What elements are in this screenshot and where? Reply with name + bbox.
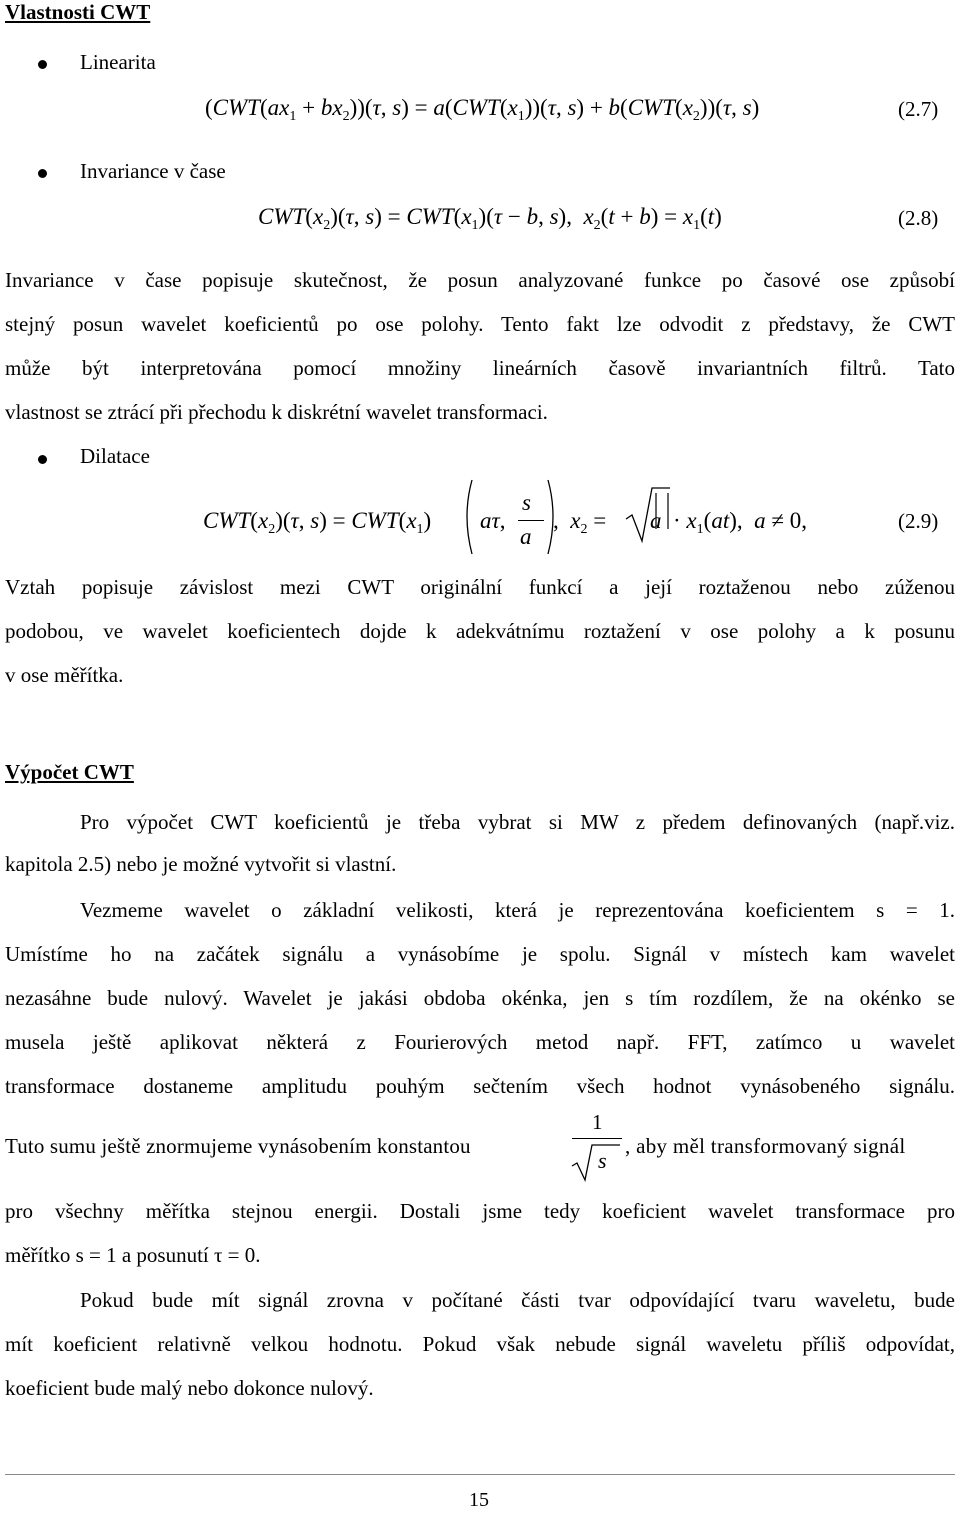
paragraph-line: vlastnost se ztrácí při přechodu k diskrétní wavelet transformaci. <box>5 400 548 424</box>
bullet-linearity: Linearita <box>80 50 156 74</box>
bullet-dot <box>38 169 47 178</box>
paragraph-line: kapitola 2.5) nebo je možné vytvořit si vlastní. <box>5 852 397 876</box>
paragraph-line: Pro výpočet CWT koeficientů je třeba vybrat si MW z předem definovaných (např.viz. <box>80 810 955 834</box>
paragraph-line: stejný posun wavelet koeficientů po ose polohy. Tento fakt lze odvodit z představy, že CWT <box>5 312 955 336</box>
equation-linearity: $(CWT(ax_1 + bx_2))(\tau$, $s) = a(CWT(x_1))(\tau$, $s) + b(CWT(x_2))(\tau$, s) <box>205 95 760 124</box>
section-heading-properties: Vlastnosti CWT <box>5 0 151 24</box>
equation-number-2-7: (2.7) <box>898 97 939 121</box>
paragraph-line-prefix: Tuto sumu ještě znormujeme vynásobením konstantou <box>5 1134 471 1158</box>
equation-dilation: $CWT(x_2)(\tau$, $s) = CWT(x_1)$ aτ, s a , $x_2$ = a · $x_1(at)$, a ≠ 0, <box>0 0 960 560</box>
page-number: 15 <box>469 1489 489 1511</box>
bullet-dot <box>38 60 47 69</box>
paragraph-line: mít koeficient relativně velkou hodnotu. Pokud však nebude signál waveletu příliš odpovídat, <box>5 1332 955 1356</box>
paragraph-line: musela ještě aplikovat některá z Fourierových metod např. FFT, zatímco u wavelet <box>5 1030 955 1054</box>
section-heading-compute: Výpočet CWT <box>5 760 134 784</box>
paragraph-line: v ose měřítka. <box>5 663 124 687</box>
footer-divider <box>5 1474 955 1475</box>
bullet-dilation: Dilatace <box>80 444 150 468</box>
bullet-time-invariance: Invariance v čase <box>80 159 226 183</box>
paragraph-line: nezasáhne bude nulový. Wavelet je jakási obdoba okénka, jen s tím rozdílem, že na okénko se <box>5 986 955 1010</box>
equation-number-2-9: (2.9) <box>898 509 939 533</box>
paragraph-line: Vztah popisuje závislost mezi CWT originální funkcí a její roztaženou nebo zúženou <box>5 575 955 599</box>
paragraph-line: Umístíme ho na začátek signálu a vynásobíme je spolu. Signál v místech kam wavelet <box>5 942 955 966</box>
paragraph-line: koeficient bude malý nebo dokonce nulový. <box>5 1376 374 1400</box>
paragraph-line-suffix: , aby měl transformovaný signál <box>625 1134 906 1158</box>
paragraph-line: může být interpretována pomocí množiny lineárních časově invariantních filtrů. Tato <box>5 356 955 380</box>
fraction-one-over-sqrt-s: 1 s <box>570 1108 624 1184</box>
paragraph-line: pro všechny měřítka stejnou energii. Dostali jsme tedy koeficient wavelet transformace pro <box>5 1199 955 1223</box>
paragraph-line: transformace dostaneme amplitudu pouhým sečtením všech hodnot vynásobeného signálu. <box>5 1074 955 1098</box>
paragraph-line: Vezmeme wavelet o základní velikosti, která je reprezentována koeficientem s = 1. <box>80 898 955 922</box>
paragraph-line: Pokud bude mít signál zrovna v počítané části tvar odpovídající tvaru waveletu, bude <box>80 1288 955 1312</box>
paragraph-line: podobou, ve wavelet koeficientech dojde k adekvátnímu roztažení v ose polohy a k posunu <box>5 619 955 643</box>
paragraph-line: měřítko s = 1 a posunutí τ = 0. <box>5 1243 261 1267</box>
equation-time-invariance: $CWT(x_2)(\tau$, $s) = CWT(x_1)(\tau - b$, s), $x_2(t + b) = x_1(t)$ <box>258 204 722 233</box>
equation-number-2-8: (2.8) <box>898 206 939 230</box>
bullet-dot <box>38 455 47 464</box>
paragraph-line: Invariance v čase popisuje skutečnost, že posun analyzované funkce po časové ose způsobí <box>5 268 955 292</box>
